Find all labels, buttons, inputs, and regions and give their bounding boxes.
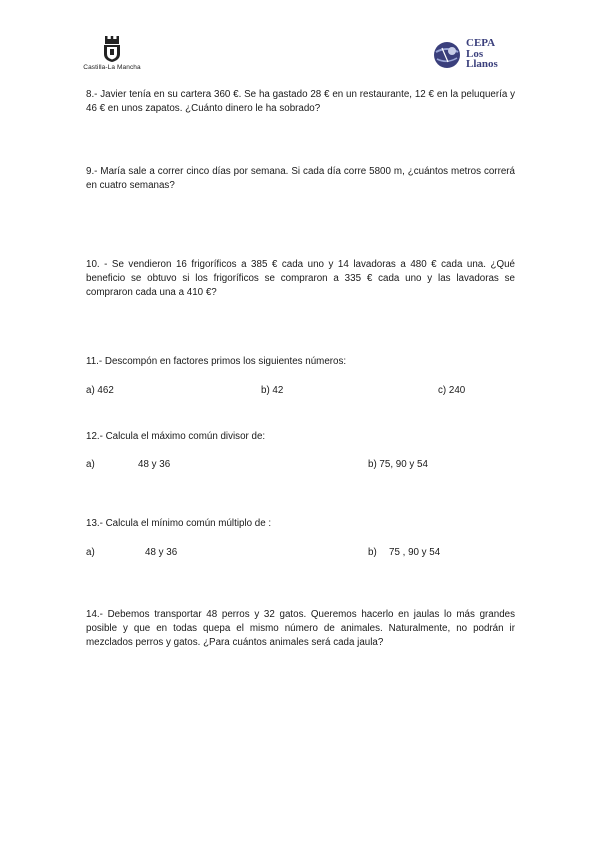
question-14: 14.- Debemos transportar 48 perros y 32 gatos. Queremos hacerlo en jaulas lo más grandes posible y que en todas quepa el mismo número de animales. Naturalmente, no podrán ir mezclados perros y gatos. ¿Para cuántos animales será cada jaula? xyxy=(86,609,515,648)
question-11: 11.- Descompón en factores primos los siguientes números: xyxy=(86,356,347,367)
logo-line-3: Llanos xyxy=(466,58,498,70)
globe-icon xyxy=(432,40,462,70)
coat-of-arms-icon xyxy=(102,36,122,62)
logo-caption: Castilla-La Mancha xyxy=(83,64,141,71)
question-8: 8.- Javier tenía en su cartera 360 €. Se ha gastado 28 € en un restaurante, 12 € en la peluquería y 46 € en unos zapatos. ¿Cuánto dinero le ha sobrado? xyxy=(86,89,515,114)
option-a-value: 48 y 36 xyxy=(138,459,171,470)
logo-text xyxy=(466,38,498,70)
question-10: 10. - Se vendieron 16 frigoríficos a 385 € cada uno y 14 lavadoras a 480 € cada una. ¿Qué beneficio se obtuvo si los frigoríficos se compraron a 335 € cada uno y las lavadoras se compraron cada una a 410 €? xyxy=(86,259,515,298)
option-b: b) 42 xyxy=(261,385,284,396)
logo-line-2: Los xyxy=(466,47,484,60)
question-12: 12.- Calcula el máximo común divisor de: xyxy=(86,431,266,442)
option-a-value: 48 y 36 xyxy=(145,547,178,558)
question-13: 13.- Calcula el mínimo común múltiplo de : xyxy=(86,518,272,529)
option-a-label: a) xyxy=(86,547,95,558)
option-c: c) 240 xyxy=(438,385,466,396)
option-b-value: 75 , 90 y 54 xyxy=(389,547,441,558)
option-a: a) 462 xyxy=(86,385,114,396)
question-11-options xyxy=(86,385,515,399)
option-b: b) 75, 90 y 54 xyxy=(368,459,428,470)
question-13-options xyxy=(86,547,515,561)
logo-line-1: CEPA xyxy=(466,37,496,49)
question-12-options xyxy=(86,459,515,473)
cepa-los-llanos-logo xyxy=(432,38,532,72)
option-b-label: b) xyxy=(368,547,377,558)
castilla-la-mancha-logo xyxy=(82,36,142,71)
option-a-label: a) xyxy=(86,459,95,470)
question-9: 9.- María sale a correr cinco días por semana. Si cada día corre 5800 m, ¿cuántos metros correrá en cuatro semanas? xyxy=(86,166,515,191)
